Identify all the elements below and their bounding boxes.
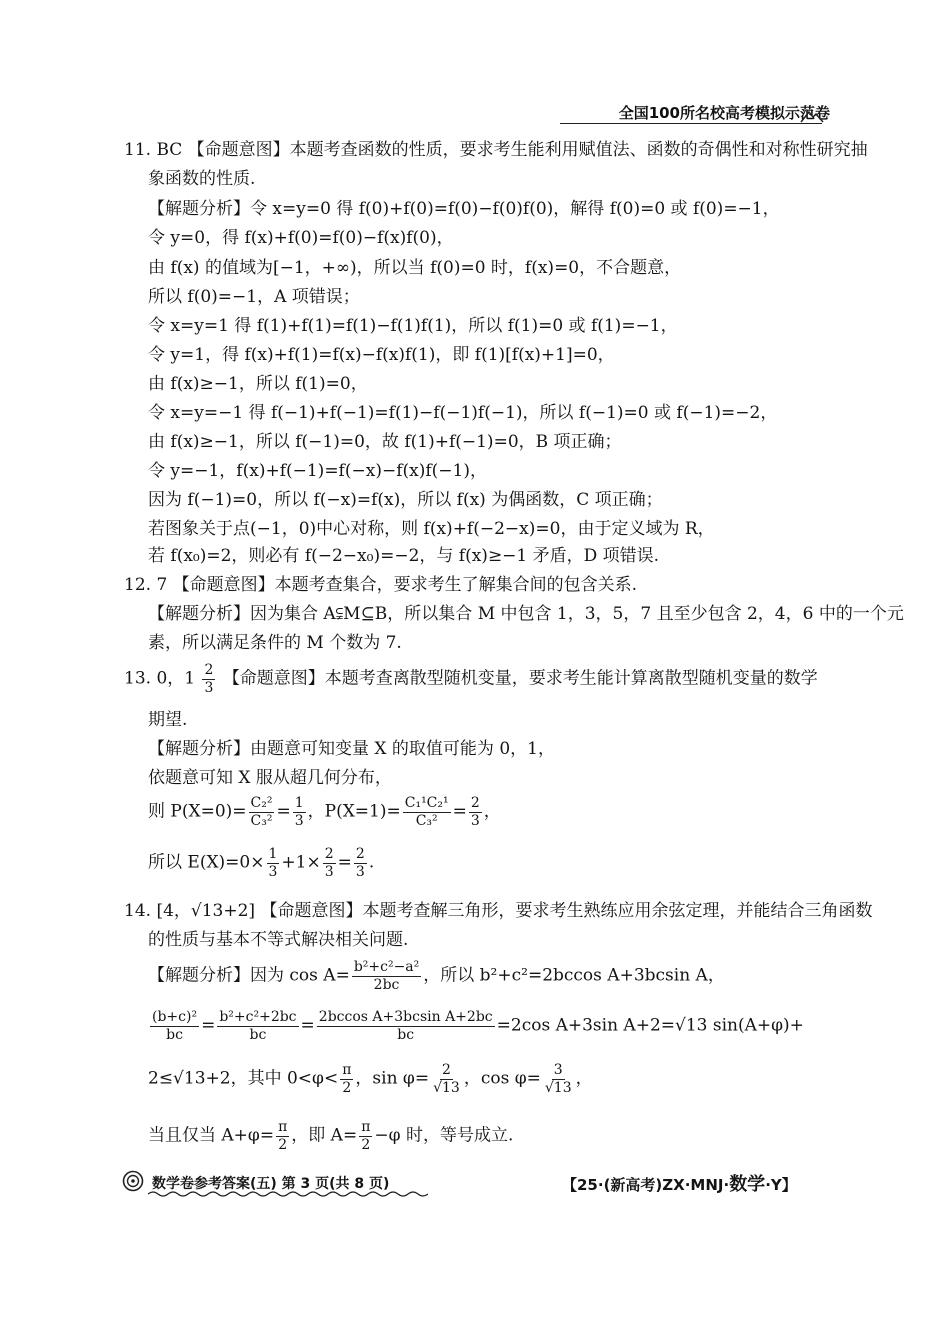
q13-answer-fraction: $\frac{2}{3}$ — [204, 662, 214, 696]
footer-page-info: 数学卷参考答案(五) 第 3 页(共 8 页) — [152, 1176, 390, 1192]
mountain-icon — [800, 108, 824, 124]
q13-answer: 13. 0，1 — [124, 668, 196, 689]
q11-intent: 11. BC 【命题意图】本题考查函数的性质，要求考生能利用赋值法、函数的奇偶性和对称性研究抽 — [124, 140, 868, 160]
q11-line: 由 f(x)≥−1，所以 f(−1)=0，故 f(1)+f(−1)=0，B 项正确； — [148, 432, 622, 452]
q11-line: 令 y=1，得 f(x)+f(1)=f(x)−f(x)f(1)，即 f(1)[f(x)+1]=0， — [148, 345, 615, 365]
q13-line: 依题意可知 X 服从超几何分布， — [148, 768, 392, 788]
q13-intent: 13. 0，1 $\frac{2}{3}$ 【命题意图】本题考查离散型随机变量，要求考生能计算离散型随机变量的数学 — [124, 662, 818, 696]
q11-line: 若图象关于点(−1，0)中心对称，则 f(x)+f(−2−x)=0，由于定义域为 R， — [148, 519, 715, 539]
school-logo-icon — [122, 1170, 144, 1192]
q11-line: 因为 f(−1)=0，所以 f(−x)=f(x)，所以 f(x) 为偶函数，C 项正确； — [148, 490, 663, 510]
q14-answer: 14. [4，√13+2] — [124, 901, 256, 921]
q13-expectation: 所以 E(X)=0× $\frac{1}{3}$ +1× $\frac{2}{3}$ = $\frac{2}{3}$ . — [148, 846, 375, 880]
q13-line: 期望. — [148, 710, 188, 730]
q11-analysis: 【解题分析】令 x=y=0 得 f(0)+f(0)=f(0)−f(0)f(0)，解得 f(0)=0 或 f(0)=−1， — [148, 199, 780, 219]
q12-analysis: 【解题分析】因为集合 A⫋M⊆B，所以集合 M 中包含 1，3，5，7 且至少包含 2，4，6 中的一个元 — [148, 604, 904, 624]
q11-line: 象函数的性质. — [148, 169, 256, 189]
q14-intent: 14. [4，√13+2] 【命题意图】本题考查解三角形，要求考生熟练应用余弦定理，并能结合三角函数 — [124, 901, 873, 921]
q11-line: 所以 f(0)=−1，A 项错误； — [148, 287, 360, 307]
q11-line: 令 x=y=1 得 f(1)+f(1)=f(1)−f(1)f(1)，所以 f(1)=0 或 f(1)=−1， — [148, 316, 678, 336]
q14-range: 2≤√13+2，其中 0<φ< $\frac{\pi}{2}$ ，sin φ= $\frac{2}{√13}$ ，cos φ= $\frac{3}{√13}$ ， — [148, 1062, 593, 1096]
q12-line: 素，所以满足条件的 M 个数为 7. — [148, 633, 402, 653]
q11-line: 由 f(x)≥−1，所以 f(1)=0， — [148, 374, 368, 394]
q11-line: 令 y=0，得 f(x)+f(0)=f(0)−f(x)f(0)， — [148, 228, 454, 248]
q11-line: 若 f(x₀)=2，则必有 f(−2−x₀)=−2，与 f(x)≥−1 矛盾，D 项错误. — [148, 546, 660, 566]
q11-line: 由 f(x) 的值域为[−1，+∞)，所以当 f(0)=0 时，f(x)=0，不合题意， — [148, 258, 682, 278]
q13-probabilities: 则 P(X=0)= $\frac{\text{C₂²}}{\text{C₃²}}$ = $\frac{1}{3}$ ，P(X=1)= $\frac{\text{C₁¹C₂¹}}{\text{C₃²}}$ = $\frac{2}{3}$ ， — [148, 795, 501, 829]
q14-analysis: 【解题分析】因为 cos A= $\frac{\text{b²+c²−a²}}{2bc}$ ，所以 b²+c²=2bccos A+3bcsin A， — [148, 959, 725, 993]
q13-analysis: 【解题分析】由题意可知变量 X 的取值可能为 0，1， — [148, 739, 555, 759]
q14-derivation: $\frac{\text{(b+c)²}}{bc}$ = $\frac{\text{b²+c²+2bc}}{bc}$ = $\frac{\text{2bccos A+3bcsin A+2bc}}{bc}$ =2cos A+3sin A+2=√13 sin(A+φ)+ — [152, 1009, 804, 1043]
footer-code: 【25·(新高考)ZX·MNJ·数学·Y】 — [562, 1174, 797, 1195]
q11-line: 令 y=−1，f(x)+f(−1)=f(−x)−f(x)f(−1)， — [148, 461, 487, 481]
q11-line: 令 x=y=−1 得 f(−1)+f(−1)=f(1)−f(−1)f(−1)，所以 f(−1)=0 或 f(−1)=−2， — [148, 403, 778, 423]
header-title: 全国100所名校高考模拟示范卷 — [618, 104, 830, 122]
footer-wave-underline — [148, 1190, 428, 1198]
q12-intent: 12. 7 【命题意图】本题考查集合，要求考生了解集合间的包含关系. — [124, 575, 638, 595]
q14-conclusion: 当且仅当 A+φ= $\frac{\pi}{2}$ ，即 A= $\frac{\pi}{2}$ −φ 时，等号成立. — [148, 1119, 514, 1153]
header-rule — [560, 123, 822, 124]
q14-line: 的性质与基本不等式解决相关问题. — [148, 930, 409, 950]
